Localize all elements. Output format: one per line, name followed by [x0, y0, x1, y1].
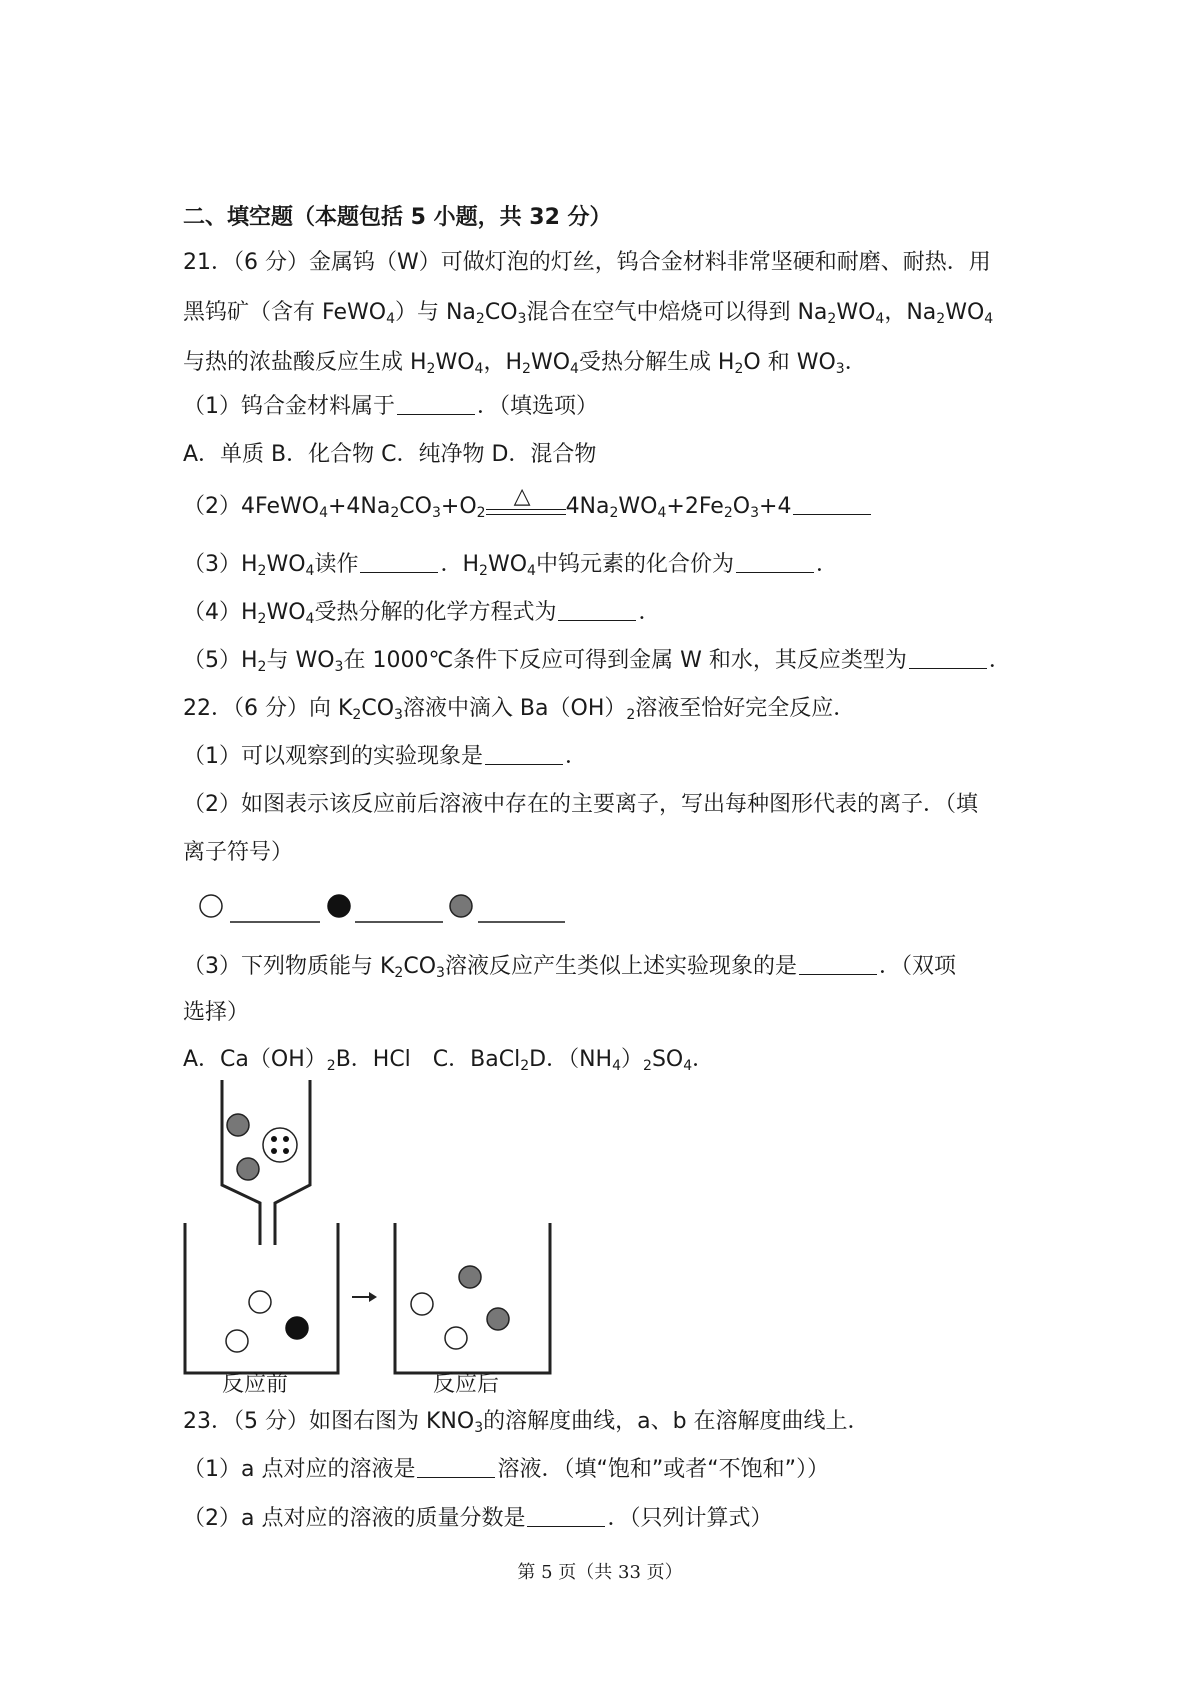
answer-blank — [417, 1455, 495, 1478]
answer-blank — [397, 392, 475, 415]
black-ion-icon — [286, 1317, 308, 1339]
q22-part1: （1）可以观察到的实验现象是 ． — [183, 744, 588, 769]
gray-ion-icon — [227, 1114, 249, 1136]
q21-part1: （1）钨合金材料属于 ．（填选项） — [183, 394, 599, 419]
q22-part2-line1: （2）如图表示该反应前后溶液中存在的主要离子，写出每种图形代表的离子．（填 — [183, 792, 978, 817]
hydroxide-ion-icon — [263, 1128, 297, 1162]
q21-part2-equation: $(2)4FeWO_4+4Na_2CO_3+O_2$ △ $4Na_2WO_4+2Fe_2O_3+4$ — [183, 492, 873, 522]
answer-blank — [736, 550, 814, 573]
q21-intro-line1: 21．（6 分）金属钨（W）可做灯泡的灯丝，钨合金材料非常坚硬和耐磨、耐热．用 — [183, 250, 991, 275]
answer-blank — [909, 646, 987, 669]
q21-intro-line2: 黑钨矿（含有 FeWO$_4$）与 $Na_2CO_3$混合在空气中焙烧可以得到 $Na_2WO_4$，$Na_2WO_4$ — [183, 300, 994, 327]
gray-ion-icon — [237, 1158, 259, 1180]
white-ion-icon — [226, 1330, 248, 1352]
answer-blank — [360, 550, 438, 573]
reaction-diagram — [180, 1075, 700, 1400]
q22-intro: 22．（6 分）向 $K_2CO_3$溶液中滴入 $Ba(OH)_2$溶液至恰好完全反应． — [183, 696, 856, 723]
gray-ion-icon — [487, 1308, 509, 1330]
q23-intro: 23．（5 分）如图右图为 $KNO_3$的溶解度曲线，a、b 在溶解度曲线上． — [183, 1409, 870, 1436]
heating-equals-sign — [486, 484, 566, 522]
white-ion-icon — [411, 1293, 433, 1315]
white-ion-icon — [200, 895, 222, 917]
q22-part2-line2: 离子符号） — [183, 840, 294, 865]
label-after-reaction: 反应后 — [433, 1372, 500, 1397]
answer-blank — [485, 742, 563, 765]
gray-ion-icon — [450, 895, 472, 917]
ion-legend-row — [195, 888, 575, 928]
black-ion-icon — [328, 895, 350, 917]
white-ion-icon — [249, 1291, 271, 1313]
page-footer: 第 5 页（共 33 页） — [517, 1562, 683, 1583]
label-before-reaction: 反应前 — [222, 1372, 289, 1397]
q21-part4: $(4)H_2WO_4$受热分解的化学方程式为 ． — [183, 600, 661, 627]
answer-blank — [558, 598, 636, 621]
gray-ion-icon — [459, 1266, 481, 1288]
white-ion-icon — [445, 1327, 467, 1349]
answer-blank — [799, 952, 877, 975]
delta-symbol: △ — [513, 484, 531, 509]
q22-part3-line2: 选择） — [183, 1000, 250, 1025]
answer-blank — [793, 492, 871, 515]
q23-part2: （2）a 点对应的溶液的质量分数是 ．（只列计算式） — [183, 1506, 773, 1531]
q22-options: A．$Ca(OH)_2B$．HCl C．BaCl$_2$D．$(NH_4)_2SO_4$． — [183, 1047, 715, 1074]
q23-part1: （1）a 点对应的溶液是 溶液．（填“饱和”或者“不饱和”）） — [183, 1457, 830, 1482]
q21-part5: $(5)H_2$与 $WO_3$在 1000℃条件下反应可得到金属 W 和水，其反应类型为 ． — [183, 648, 1011, 675]
q21-intro-line3: 与热的浓盐酸反应生成 $H_2WO_4$，$H_2WO_4$受热分解生成 $H_2O$ 和 $WO_3$． — [183, 350, 867, 377]
q21-part3: $(3)H_2WO_4$读作 ．$H_2WO_4$中钨元素的化合价为 ． — [183, 552, 838, 579]
section-title: 二、填空题（本题包括 5 小题，共 32 分） — [183, 205, 612, 230]
q21-options: A．单质 B．化合物 C．纯净物 D．混合物 — [183, 442, 597, 467]
answer-blank — [527, 1504, 605, 1527]
q22-part3-line1: （3）下列物质能与 $K_2CO_3$溶液反应产生类似上述实验现象的是 ．（双项 — [183, 954, 956, 981]
